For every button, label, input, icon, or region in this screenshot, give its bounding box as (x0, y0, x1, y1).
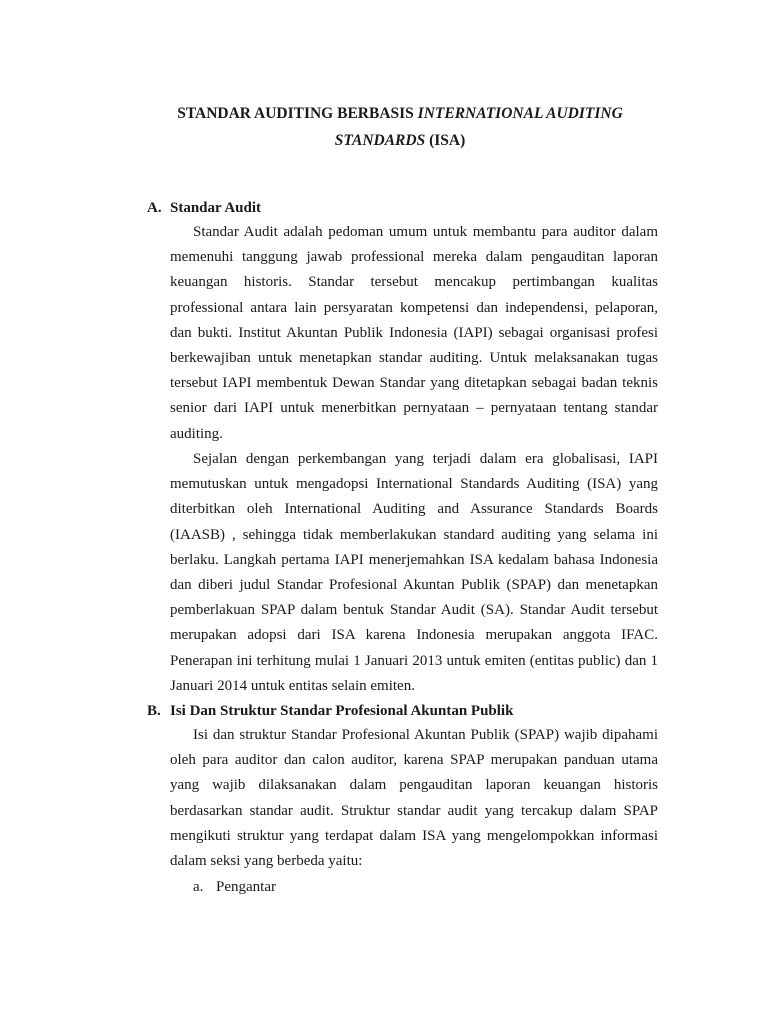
title-line2-normal: (ISA) (425, 132, 466, 149)
section-b-heading (147, 701, 513, 721)
list-item (193, 877, 276, 897)
section-a-paragraph-2: Sejalan dengan perkembangan yang terjadi dalam era globalisasi, IAPI memutuskan untuk mengadopsi International Standards Auditing (ISA) yang diterbitkan oleh International Auditing and Assurance Standards Boards (IAASB) , sehingga tidak memberlakukan standard auditing yang selama ini berlaku. Langkah pertama IAPI menerjemahkan ISA kedalam bahasa Indonesia dan diberi judul Standar Profesional Akuntan Publik (SPAP) dan menetapkan pemberlakuan SPAP dalam bentuk Standar Audit (SA). Standar Audit tersebut merupakan adopsi dari ISA karena Indonesia merupakan anggota IFAC. Penerapan ini terhitung mulai 1 Januari 2013 untuk emiten (entitas public) dan 1 Januari 2014 untuk entitas selain emiten. (170, 451, 658, 694)
section-a-paragraph-1: Standar Audit adalah pedoman umum untuk membantu para auditor dalam memenuhi tanggung jawab professional mereka dalam pengauditan laporan keuangan historis. Standar tersebut mencakup pertimbangan kualitas professional antara lain persyaratan kompetensi dan independensi, pelaporan, dan bukti. Institut Akuntan Publik Indonesia (IAPI) sebagai organisasi profesi berkewajiban untuk menetapkan standar auditing. Untuk melaksanakan tugas tersebut IAPI membentuk Dewan Standar yang ditetapkan sebagai badan teknis senior dari IAPI untuk menerbitkan pernyataan – pernyataan tentang standar auditing. (170, 224, 658, 442)
title-line1-normal: STANDAR AUDITING BERBASIS (177, 105, 418, 122)
list-item-marker: a. (193, 879, 204, 895)
title-line2-italic: STANDARDS (334, 132, 426, 149)
section-a-heading (147, 198, 261, 218)
title-line1-italic: INTERNATIONAL AUDITING (417, 105, 623, 122)
section-b-paragraph-1: Isi dan struktur Standar Profesional Akuntan Publik (SPAP) wajib dipahami oleh para auditor dan calon auditor, karena SPAP merupakan panduan utama yang wajib dilaksanakan dalam pengauditan laporan keuangan historis berdasarkan standar audit. Struktur standar audit yang tercakup dalam SPAP mengikuti struktur yang terdapat dalam ISA yang mengelompokkan informasi dalam seksi yang berbeda yaitu: (170, 727, 658, 870)
section-a-marker: A. (147, 200, 162, 216)
section-a-title: Standar Audit (170, 200, 262, 216)
document-title (150, 100, 650, 154)
list-item-label: Pengantar (216, 879, 276, 895)
section-b-marker: B. (147, 703, 161, 719)
section-b-title: Isi Dan Struktur Standar Profesional Akuntan Publik (170, 703, 514, 719)
